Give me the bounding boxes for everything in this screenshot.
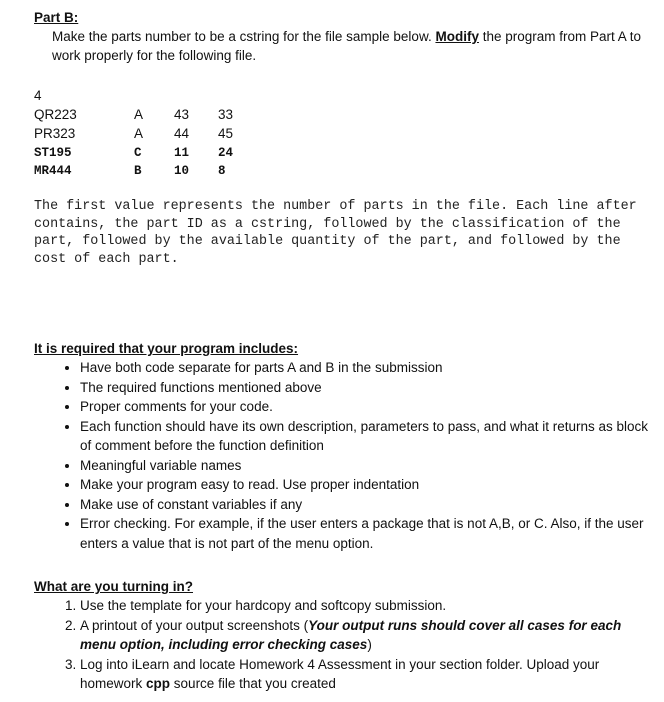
file-count: 4: [34, 88, 42, 103]
part-cost: 8: [218, 164, 226, 178]
requirements-list: [52, 358, 660, 553]
list-item: • Meaningful variable names: [80, 456, 660, 476]
part-b-intro: [52, 27, 660, 65]
part-qty: 44: [174, 126, 190, 141]
item-emphasis: cpp: [146, 676, 171, 691]
part-id: ST195: [34, 146, 72, 160]
part-class: C: [134, 146, 142, 160]
requirements-heading: It is required that your program includes:: [34, 341, 299, 356]
part-cost: 33: [218, 107, 234, 122]
part-qty: 11: [174, 146, 190, 160]
part-cost: 24: [218, 146, 234, 160]
part-qty: 43: [174, 107, 190, 122]
turning-in-heading: What are you turning in?: [34, 579, 193, 594]
intro-text-end: the program from Part A to work properly for the following file.: [52, 29, 642, 63]
part-id: QR223: [34, 107, 77, 122]
part-cost: 45: [218, 126, 234, 141]
list-item: • Error checking. For example, if the user enters a package that is not A,B, or C. Also, if the user enters a value that is not part of the menu option.: [80, 514, 660, 553]
item-text: A printout of your output screenshots (: [80, 617, 309, 633]
list-item: • Make use of constant variables if any: [80, 495, 660, 515]
item-text: Use the template for your hardcopy and softcopy submission.: [80, 598, 447, 613]
file-row: [34, 126, 254, 145]
file-row: [34, 164, 254, 183]
item-emphasis: Your output runs should cover all cases for each menu option, including error checking cases: [80, 617, 622, 652]
intro-modify-emphasis: Modify: [435, 29, 479, 44]
list-item: [80, 596, 660, 616]
part-id: PR323: [34, 126, 76, 141]
item-text: source file that you created: [170, 676, 336, 691]
part-id: MR444: [34, 164, 72, 178]
turning-in-list: [52, 596, 660, 694]
list-item: [80, 616, 660, 655]
intro-text-start: Make the parts number to be a cstring for the file sample below.: [52, 29, 436, 44]
part-class: A: [134, 107, 144, 122]
list-item: • Have both code separate for parts A and B in the submission: [80, 358, 660, 378]
part-b-heading: Part B:: [34, 10, 79, 25]
file-row: [34, 146, 254, 165]
item-text: Log into iLearn and locate Homework 4 Assessment in your section folder. Upload your homework: [80, 656, 600, 691]
list-item: • Proper comments for your code.: [80, 397, 660, 417]
list-item: • Each function should have its own description, parameters to pass, and what it returns as block of comment before the function definition: [80, 417, 660, 456]
list-item: [80, 655, 660, 694]
part-class: B: [134, 164, 142, 178]
file-description: The first value represents the number of parts in the file. Each line after contains, the part ID as a cstring, followed by the classification of the part, followed by the available quantity of the part, and followed by the cost of each part.: [34, 199, 637, 267]
list-item: • Make your program easy to read. Use proper indentation: [80, 475, 660, 495]
part-qty: 10: [174, 164, 190, 178]
list-item: • The required functions mentioned above: [80, 378, 660, 398]
item-text: ): [367, 637, 372, 652]
file-row: [34, 107, 254, 126]
part-class: A: [134, 126, 144, 141]
